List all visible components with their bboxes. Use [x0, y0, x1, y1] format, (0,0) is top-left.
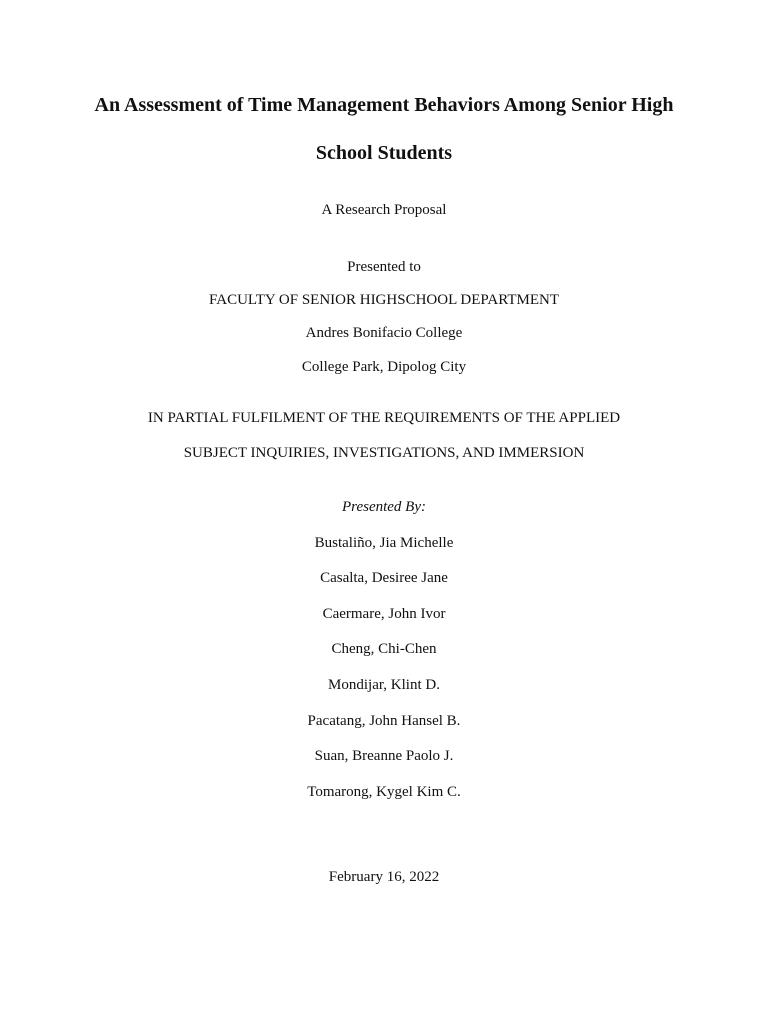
fulfilment-line-2: SUBJECT INQUIRIES, INVESTIGATIONS, AND IMMERSION	[183, 445, 585, 461]
fulfilment-line-1: IN PARTIAL FULFILMENT OF THE REQUIREMENTS OF THE APPLIED	[147, 410, 621, 426]
author-name: Tomarong, Kygel Kim C.	[307, 784, 461, 800]
department: FACULTY OF SENIOR HIGHSCHOOL DEPARTMENT	[209, 292, 559, 308]
document-type: A Research Proposal	[321, 202, 447, 218]
title-line-1: An Assessment of Time Management Behaviors Among Senior High	[94, 94, 674, 116]
institution: Andres Bonifacio College	[305, 325, 463, 341]
location: College Park, Dipolog City	[301, 359, 467, 375]
author-name: Cheng, Chi-Chen	[331, 641, 437, 657]
presented-to-label: Presented to	[347, 259, 421, 275]
presented-by-label: Presented By:	[342, 499, 426, 515]
author-name: Bustaliño, Jia Michelle	[314, 535, 454, 551]
author-name: Pacatang, John Hansel B.	[307, 713, 461, 729]
author-name: Mondijar, Klint D.	[328, 677, 440, 693]
author-name: Casalta, Desiree Jane	[320, 570, 448, 586]
author-name: Suan, Breanne Paolo J.	[314, 748, 454, 764]
date: February 16, 2022	[328, 869, 440, 885]
title-line-2: School Students	[315, 142, 453, 164]
author-name: Caermare, John Ivor	[322, 606, 446, 622]
